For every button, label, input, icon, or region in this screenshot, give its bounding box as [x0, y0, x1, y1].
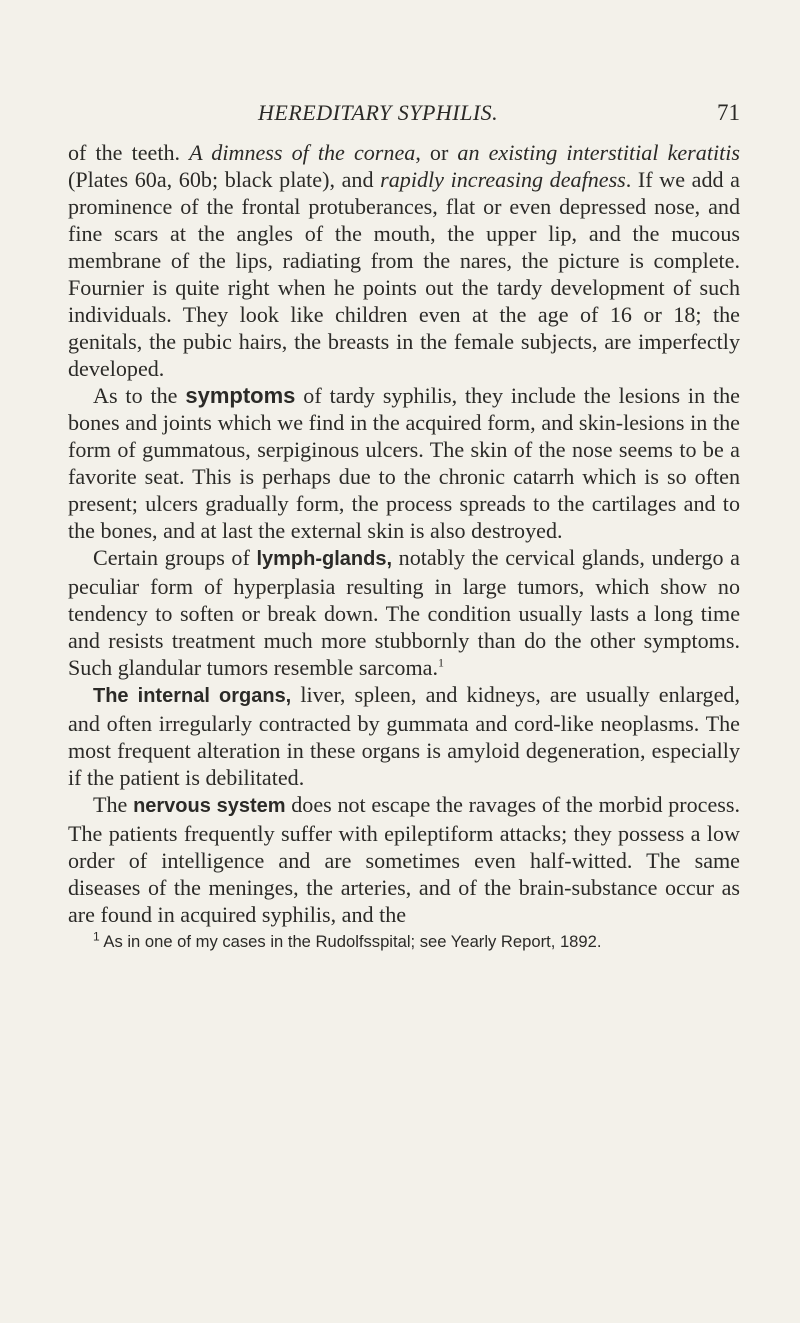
text-run: does not escape the ravages of the morbid process. The patients frequently suffer with epileptiform attacks; they possess a low order of intelligence and are sometimes even half-witted. The same diseases of the meninges, the arteries, and of the brain-substance occur as are found in acquired syphilis, and the: [68, 792, 740, 927]
paragraph-internal-organs: [68, 681, 740, 791]
running-head: [68, 100, 740, 130]
bold-term: The internal organs,: [93, 685, 292, 707]
italic-term: rapidly increasing deafness: [380, 167, 626, 192]
bold-term: nervous system: [133, 795, 286, 817]
text-run: of tardy syphilis, they include the lesions in the bones and joints which we find in the acquired form, and skin-lesions in the form of gummatous, serpiginous ulcers. The skin of the nose seems to be a favorite seat. This is perhaps due to the chronic catarrh which is so often present; ulcers gradually form, the process spreads to the cartilages and to the bones, and at last the external skin is also destroyed.: [68, 383, 740, 543]
text-run: The: [93, 792, 134, 817]
text-run: of the teeth.: [68, 140, 190, 165]
bold-term: symptoms: [185, 383, 296, 408]
paragraph-lymph-glands: [68, 544, 740, 681]
text-run: , or: [415, 140, 458, 165]
running-title: HEREDITARY SYPHILIS.: [258, 100, 499, 125]
text-run: As to the: [93, 383, 186, 408]
paragraph-nervous-system: [68, 791, 740, 928]
footnote-reference: 1: [437, 655, 444, 670]
text-run: (Plates 60a, 60b; black plate), and: [68, 167, 381, 192]
paragraph-symptoms: [68, 382, 740, 544]
italic-term: A dimness of the cornea: [189, 140, 416, 165]
footnote: [68, 929, 740, 952]
bold-term: lymph-glands,: [256, 548, 393, 570]
footnote-text: As in one of my cases in the Rudolfsspital; see Yearly Report, 1892.: [99, 932, 602, 951]
page-number: 71: [717, 100, 740, 125]
text-run: . If we add a prominence of the frontal protuberances, flat or even depressed nose, and fine scars at the angles of the mouth, the upper lip, and the mucous membrane of the lips, radiating from the nares, the picture is complete. Fournier is quite right when he points out the tardy development of such individuals. They look like children even at the age of 16 or 18; the genitals, the pubic hairs, the breasts in the female subjects, are imperfectly developed.: [68, 167, 740, 381]
text-run: notably the cervical glands, undergo a peculiar form of hyperplasia resulting in large tumors, which show no tendency to soften or break down. The condition usually lasts a long time and resists treatment much more stubbornly than do the other symptoms. Such glandular tumors resemble sarcoma.: [68, 545, 740, 680]
text-run: Certain groups of: [93, 545, 257, 570]
body-text: [68, 139, 740, 952]
text-run: liver, spleen, and kidneys, are usually enlarged, and often irregularly contracted by gummata and cord-like neoplasms. The most frequent alteration in these organs is amyloid degeneration, especially if the patient is debilitated.: [68, 682, 740, 790]
paragraph-teeth-cornea: [68, 139, 740, 382]
italic-term: an existing interstitial keratitis: [457, 140, 740, 165]
footnote-marker: 1: [93, 929, 100, 944]
